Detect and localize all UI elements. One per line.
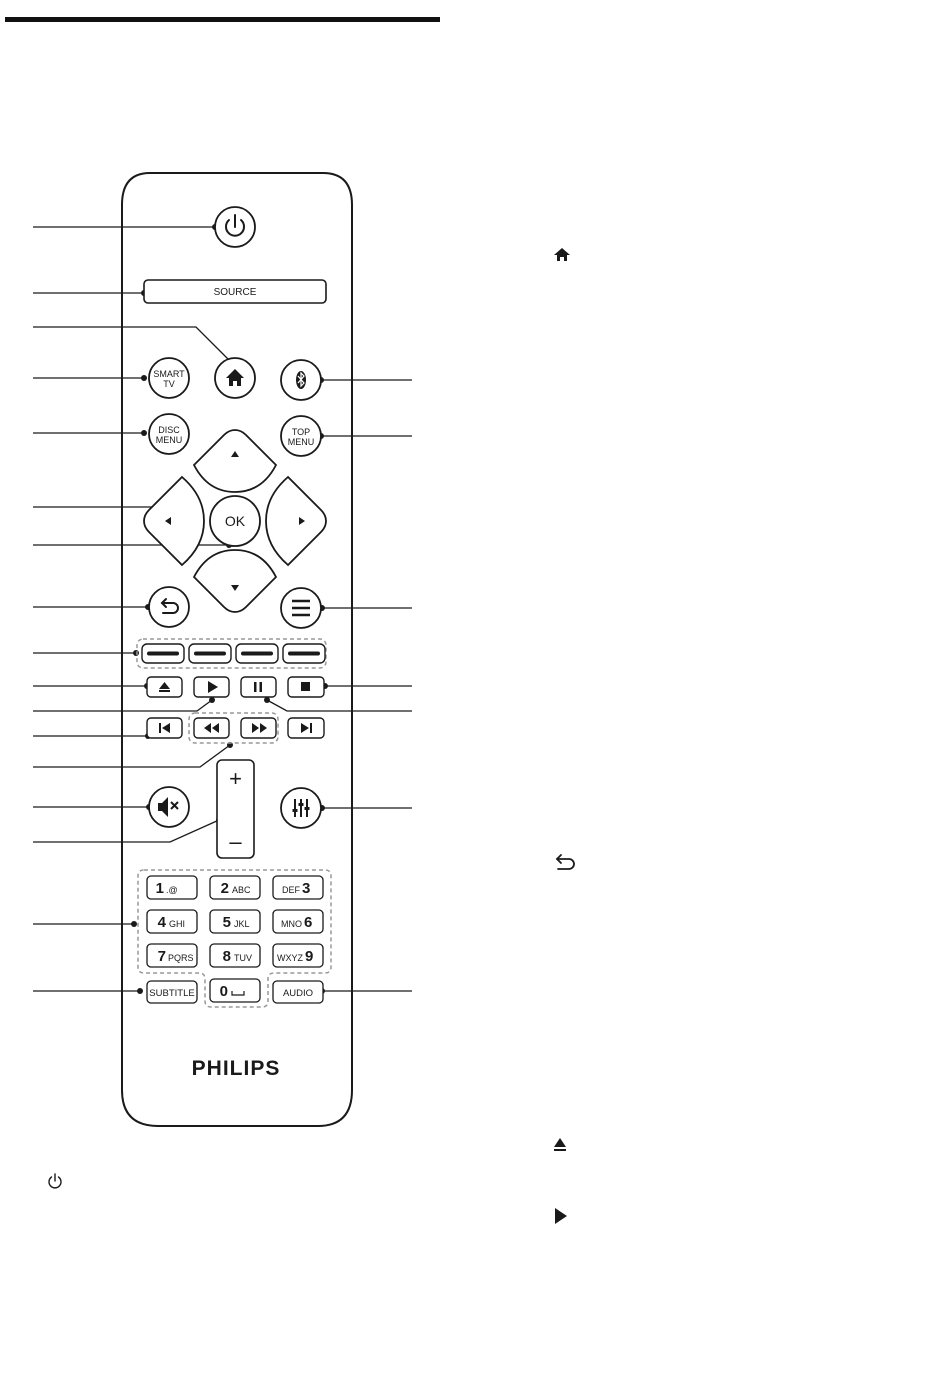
key-9-digit: 9 <box>305 948 314 965</box>
audio-button[interactable] <box>273 981 323 1003</box>
nav-left-button[interactable] <box>144 477 204 565</box>
source-button[interactable] <box>144 280 326 303</box>
key-5-letters: JKL <box>234 919 250 929</box>
key-4[interactable] <box>147 910 197 933</box>
ok-label: OK <box>224 513 246 529</box>
back-button[interactable] <box>149 587 189 627</box>
key-3-digit: 3 <box>302 880 311 897</box>
key-4-digit: 4 <box>157 914 166 931</box>
key-8-letters: TUV <box>234 953 252 963</box>
power-button[interactable] <box>215 207 255 247</box>
key-5-digit: 5 <box>222 914 231 931</box>
key-4-letters: GHI <box>169 919 186 929</box>
key-6[interactable] <box>273 910 323 933</box>
home-button[interactable] <box>215 358 255 398</box>
disc-menu-button[interactable] <box>149 414 189 454</box>
key-2-digit: 2 <box>220 880 229 897</box>
power-icon <box>49 1174 61 1188</box>
key-1-digit: 1 <box>155 880 164 897</box>
disc-menu-label-line1: DISC <box>158 425 180 435</box>
top-menu-label-line2: MENU <box>287 437 315 447</box>
source-label: SOURCE <box>213 287 257 298</box>
volume-plus-label: + <box>229 766 242 791</box>
key-6-digit: 6 <box>304 914 313 931</box>
sound-settings-button[interactable] <box>281 788 321 828</box>
key-8[interactable] <box>210 944 260 967</box>
play-button[interactable] <box>194 677 229 697</box>
options-button[interactable] <box>281 588 321 628</box>
key-7-letters: PQRS <box>168 953 194 963</box>
back-icon <box>557 855 574 869</box>
smart-tv-label-line1: SMART <box>153 369 185 379</box>
callout-lines-left <box>33 227 233 991</box>
smart-tv-label-line2: TV <box>163 379 175 389</box>
previous-button[interactable] <box>147 718 182 738</box>
nav-down-button[interactable] <box>194 550 276 612</box>
stop-icon <box>301 682 310 691</box>
key-2[interactable] <box>210 876 260 899</box>
callout-line <box>267 700 412 711</box>
key-7[interactable] <box>147 944 197 967</box>
key-8-digit: 8 <box>222 948 231 965</box>
mute-button[interactable] <box>149 787 189 827</box>
key-0-digit: 0 <box>219 983 228 1000</box>
fast-forward-button[interactable] <box>241 718 276 738</box>
brand-logo: PHILIPS <box>191 1057 281 1080</box>
key-0[interactable] <box>210 979 260 1002</box>
disc-menu-label-line2: MENU <box>155 435 183 445</box>
rewind-button[interactable] <box>194 718 229 738</box>
eject-button[interactable] <box>147 677 182 697</box>
key-9[interactable] <box>273 944 323 967</box>
nav-up-button[interactable] <box>194 430 276 492</box>
volume-minus-label: – <box>229 829 242 854</box>
top-menu-button[interactable] <box>281 416 321 456</box>
key-3[interactable] <box>273 876 323 899</box>
ok-button[interactable] <box>210 496 260 546</box>
nav-right-button[interactable] <box>266 477 326 565</box>
subtitle-label: SUBTITLE <box>149 988 195 999</box>
key-5[interactable] <box>210 910 260 933</box>
callout-line <box>33 820 219 842</box>
sound-settings-icon <box>293 799 310 817</box>
volume-rocker[interactable] <box>217 760 254 858</box>
key-1[interactable] <box>147 876 197 899</box>
key-7-digit: 7 <box>157 948 166 965</box>
callout-line <box>33 327 233 364</box>
home-icon <box>554 248 570 261</box>
subtitle-button[interactable] <box>147 981 197 1003</box>
smart-tv-button[interactable] <box>149 358 189 398</box>
next-button[interactable] <box>288 718 324 738</box>
key-9-letters: WXYZ <box>277 953 303 963</box>
callout-line <box>33 745 230 767</box>
play-icon <box>555 1208 567 1224</box>
bluetooth-button[interactable] <box>281 360 321 400</box>
pause-button[interactable] <box>241 677 276 697</box>
key-1-letters: .@ <box>166 885 178 895</box>
eject-icon <box>554 1138 566 1151</box>
stop-button[interactable] <box>288 677 324 697</box>
key-2-letters: ABC <box>232 885 251 895</box>
top-menu-label-line1: TOP <box>291 427 311 437</box>
key-6-letters: MNO <box>281 919 302 929</box>
audio-label: AUDIO <box>282 988 314 999</box>
color-buttons-group <box>137 639 326 668</box>
key-3-letters: DEF <box>282 885 300 895</box>
